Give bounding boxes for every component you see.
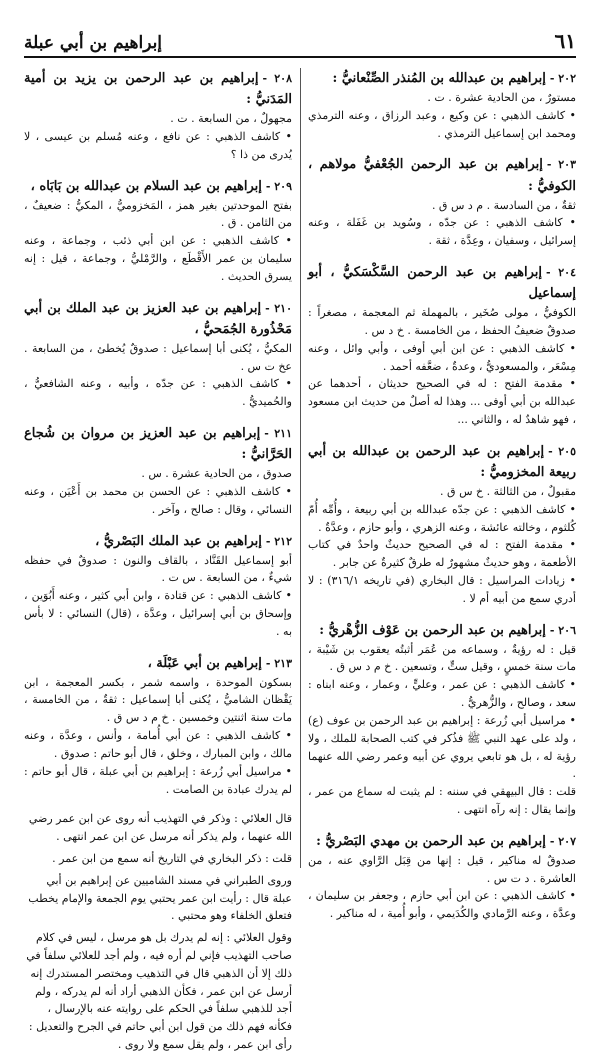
entry-text: • كاشف الذهبي : عن عمر ، وعليٍّ ، وعمار ، وعنه ابناه : سعد ، وصالح ، والزُّهريُّ . bbox=[308, 678, 576, 710]
entry-number: ٢٠٤ - bbox=[546, 266, 576, 280]
biography-entry bbox=[308, 154, 576, 250]
entry-number: ٢١٣ - bbox=[265, 656, 292, 670]
commentary-paragraph: قال العلائي : وذكر في التهذيب أنه روى عن ابن عمر رضي الله عنهما ، ولم يذكر أنه مرسل عن ابن عمر انتهى . bbox=[28, 812, 292, 844]
entry-text: بسكون الموحدة ، واسمه شمر ، بكسر المعجمة ، ابن يَقْظان الشاميُّ ، يُكنى أبا إسماعيل : ثقةٌ ، من الخامسة ، مات سنة اثنتين وخمسين . خ م د س ق . bbox=[24, 675, 292, 725]
entry-number: ٢١٢ - bbox=[265, 534, 292, 548]
entry-heading-line bbox=[308, 441, 576, 483]
entry-name: إبراهيم بن عبد الرحمن بن يزيد بن أمية المَدَنيُّ : bbox=[24, 71, 292, 108]
biography-entry bbox=[24, 531, 292, 641]
entry-text: • كاشف الذهبي : عن ابن أبي ذئب ، وجماعة ، وعنه سليمان بن عمر الأَقْطَع ، والرَّمْليُّ ، وجماعة ، قيل : إنه يسرق الحديث . bbox=[24, 234, 292, 283]
commentary-paragraph: وروى الطبراني في مسند الشاميين عن إبراهيم بن أبي عبلة قال : رأيت ابن عمر يحتبي يوم الجمعة والإمام يخطب فتعلق الخلفاء وهو محتبي . bbox=[28, 873, 292, 923]
biography-entry bbox=[308, 441, 576, 608]
entry-text: بفتح الموحدتين بغير همز ، المَخزوميُّ ، المكيُّ : ضعيفٌ ، من الثامن . ق . bbox=[24, 198, 292, 230]
entry-name: إبراهيم بن عبد الرحمن الجُعْفيُّ مولاهم ، الكوفيُّ : bbox=[308, 157, 576, 194]
entry-number: ٢٠٢ - bbox=[549, 72, 576, 85]
page-number: ٦١ bbox=[554, 29, 576, 53]
entry-text: • كاشف الذهبي : عن أبي أُمامة ، وأنس ، وعدَّة ، وعنه مالك ، وابن المبارك ، وخلق ، قال أبو حاتم : صدوق . bbox=[24, 729, 292, 760]
biography-entry bbox=[24, 653, 292, 799]
entry-name: إبراهيم بن أبي عَبْلَة ، bbox=[147, 655, 262, 671]
running-title: إبراهيم بن أبي عبلة bbox=[24, 33, 163, 53]
left-column bbox=[24, 68, 292, 1052]
entry-number: ٢١١ - bbox=[264, 426, 292, 440]
entry-text: • مقدمة الفتح : له في الصحيح حديثان ، أحدهما عن عبدالله بن أبي أوفى ... وهذا له أصلٌ من حديث ابن مسعود ، فهو شاهدٌ له ، والثاني ... bbox=[308, 377, 576, 426]
entry-number: ٢٠٣ - bbox=[546, 158, 576, 172]
entry-heading-line bbox=[24, 531, 292, 552]
entry-text: صدوقٌ له مناكير ، قيل : إنها من قِبَل الرَّاوي عنه ، من العاشرة . د ت س . bbox=[308, 853, 576, 885]
biography-entry bbox=[24, 68, 292, 164]
entry-text: قلت : قال البيهقي في سننه : لم يثبت له سماع من عمر ، وإنما يقال : إنه رآه انتهى . bbox=[308, 785, 576, 816]
entry-text: ثقةٌ ، من السادسة . م د س ق . bbox=[431, 198, 576, 212]
entry-heading-line bbox=[308, 68, 576, 89]
biography-entry bbox=[308, 831, 576, 923]
entry-text: • مراسيل أبي زُرعة : إبراهيم بن عبد الرحمن بن عوف (ع) ، ولد على عهد النبي ﷺ فذُكر في كتب الصحابة للملك ، ولا رؤية له ، بل هو تابعي يروي عن أبيه وعمر رضي الله عنهما . bbox=[308, 713, 576, 781]
entry-text: • كاشف الذهبي : عن جدّه ، وسُويد بن غَفَلة ، وعنه إسرائيل ، وسفيان ، وعِدَّة ، ثقة . bbox=[308, 216, 576, 248]
entry-number: ٢٠٨ - bbox=[262, 72, 292, 85]
entry-name: إبراهيم بن عبد الرحمن بن عَوْف الزُّهْريُّ : bbox=[319, 622, 546, 638]
entry-name: إبراهيم بن عبد الرحمن بن مهدي البَصْريُّ : bbox=[316, 833, 546, 849]
entry-text: صدوق ، من الحادية عشرة . س . bbox=[141, 467, 292, 481]
entry-text: • كاشف الذهبي : عن ابن أبي أوفى ، وأبي وائل ، وعنه مِسْعَر ، والمسعوديُّ ، وعدةٌ ، ضعَّفه أحمد . bbox=[308, 341, 576, 373]
entry-heading-line bbox=[24, 423, 292, 465]
entry-text: • كاشف الذهبي : عن وكيع ، وعبد الرزاق ، وعنه الترمذي ومحمد ابن إسماعيل الترمذي . bbox=[308, 108, 576, 140]
entry-name: إبراهيم بن عبد العزيز بن عبد الملك بن أبي مَحْذُورة الجُمَحيُّ ، bbox=[24, 300, 292, 337]
entry-text: • كاشف الذهبي : عن قتادة ، وابن أبي كثير ، وعنه أَبُوَين ، وإسحاق بن أبي إسرائيل ، وعدَّة ، (قال) النسائي : لا بأس به . bbox=[24, 589, 292, 638]
entry-heading-line bbox=[24, 176, 292, 197]
entry-heading-line bbox=[308, 154, 576, 196]
entry-text: الكوفيُّ ، مولى صُخَير ، بالمهملة ثم المعجمة ، مصغراً : صدوقٌ ضعيفُ الحفظ ، من الخامسة . خ د س . bbox=[308, 306, 576, 337]
entry-text: • زيادات المراسيل : قال البخاري (في تاريخه ٣١٦/١) : لا أدري سمع من أبيه أم لا . bbox=[308, 573, 577, 605]
entry-heading-line bbox=[24, 298, 292, 340]
entry-text: • كاشف الذهبي : عن نافع ، وعنه مُسلم بن عيسى ، لا يُدرى من ذا ؟ bbox=[24, 129, 292, 161]
entry-name: إبراهيم بن عبد الملك البَصْريُّ ، bbox=[95, 533, 262, 549]
entry-text: المكيُّ ، يُكنى أبا إسماعيل : صدوقٌ يُخطئ ، من السابعة . عخ ت س . bbox=[24, 341, 292, 373]
entry-number: ٢١٠ - bbox=[265, 301, 292, 315]
entry-text: • مقدمة الفتح : له في الصحيح حديثٌ واحدٌ في كتاب الأطعمة ، وهو حديثٌ مشهورٌ له طرقٌ كثيرةٌ عن جابر . bbox=[308, 538, 576, 570]
entry-text: مقبولٌ ، من الثالثة . خ س ق . bbox=[440, 484, 576, 498]
entry-text: • مراسيل أبي زُرعة : إبراهيم بن أبي عبلة ، قال أبو حاتم : لم يدرك عبادة بن الصامت . bbox=[24, 764, 292, 796]
commentary-paragraph: قلت : ذكر البخاري في التاريخ أنه سمع من ابن عمر . bbox=[52, 851, 292, 865]
two-column-body bbox=[24, 68, 577, 1052]
entry-heading-line bbox=[308, 262, 576, 304]
entry-name: إبراهيم بن عبدالله بن المُنذر الصِّنْعانيُّ : bbox=[332, 71, 546, 86]
entry-text: • كاشف الذهبي : عن الحسن بن محمد بن أَعْيَن ، وعنه النسائي ، وقال : صالح ، وآخر . bbox=[24, 484, 292, 516]
entry-text: • كاشف الذهبي : عن جدّه ، وأبيه ، وعنه الشافعيُّ ، والحُميديُّ . bbox=[24, 377, 292, 409]
entry-text: • كاشف الذهبي : عن جدّه عبدالله بن أبي ربيعة ، وأُمِّه أُمّ كُلثوم ، وخالته عائشة ، وعنه الزهري ، وأبو حازم ، وعدَّةٌ . bbox=[308, 502, 576, 534]
entry-heading-line bbox=[24, 68, 292, 110]
entry-text: • كاشف الذهبي : عن ابن أبي حازم ، وجعفر بن سليمان ، وعدَّة ، وعنه الرَّمادي والكُدَيمي ، وأبو أُمية ، له مناكير . bbox=[308, 889, 576, 921]
entry-text: قيل : له رؤيةٌ ، وسماعه من عُمَر أثبتُه يعقوب بن شَيْبة ، مات سنة خمسٍ ، وقيل ستٍّ ، وتسعين . خ م د س ق . bbox=[308, 642, 576, 674]
entry-heading-line bbox=[308, 831, 576, 852]
biography-entry bbox=[308, 620, 576, 819]
entry-name: إبراهيم بن عبد الرحمن السَّكْسَكيُّ ، أبو إسماعيل bbox=[308, 265, 576, 302]
entry-number: ٢٠٧ - bbox=[549, 834, 576, 848]
entry-number: ٢٠٩ - bbox=[265, 179, 292, 193]
entry-text: مجهولٌ ، من السابعة . ت . bbox=[170, 112, 292, 126]
biography-entry bbox=[24, 298, 292, 411]
biography-entry bbox=[308, 68, 576, 142]
entry-name: إبراهيم بن عبد السلام بن عبدالله بن بَابَاه ، bbox=[30, 178, 262, 194]
entry-heading-line bbox=[308, 620, 576, 641]
biography-entry bbox=[24, 176, 292, 286]
entry-text: مستورٌ ، من الحادية عشرة . ت . bbox=[427, 91, 576, 105]
right-column bbox=[308, 68, 577, 921]
entry-name: إبراهيم بن عبد الرحمن بن عبدالله بن أبي ربيعة المخزوميُّ : bbox=[308, 443, 576, 480]
entry-name: إبراهيم بن عبد العزيز بن مروان بن شُجاع الحَرَّانيُّ : bbox=[24, 425, 292, 463]
biography-entry bbox=[24, 423, 292, 519]
biography-entry bbox=[308, 262, 576, 429]
page-header bbox=[24, 16, 576, 58]
entry-number: ٢٠٦ - bbox=[549, 623, 576, 637]
commentary-paragraph: وقول العلائي : إنه لم يدرك بل هو مرسل ، ليس في كلام صاحب التهذيب فإني لم أره فيه ، ولم أجد للعلائي سلفاً في ذلك إلا أن الذهبي قال في التذهيب ومختصر المستدرك إنه أرسل عن ابن عمر ، فكأن الذهبي أراد أنه لم يدركه ، ولم أجد للذهبي سلفاً في الحكم على روايته عنه بالإرسال ، فكأنه فهم ذلك من قول ابن أبي حاتم في الجرح والتعديل : رأى ابن عمر ، ولم يقل سمع ولا روى . bbox=[26, 931, 292, 1052]
entry-text: أبو إسماعيل القَنَّاد ، بالقاف والنون : صدوقٌ في حفظه شيءٌ ، من السابعة . س ت . bbox=[24, 553, 292, 585]
column-divider bbox=[300, 68, 301, 868]
entry-heading-line bbox=[24, 653, 292, 674]
entry-number: ٢٠٥ - bbox=[548, 444, 576, 458]
